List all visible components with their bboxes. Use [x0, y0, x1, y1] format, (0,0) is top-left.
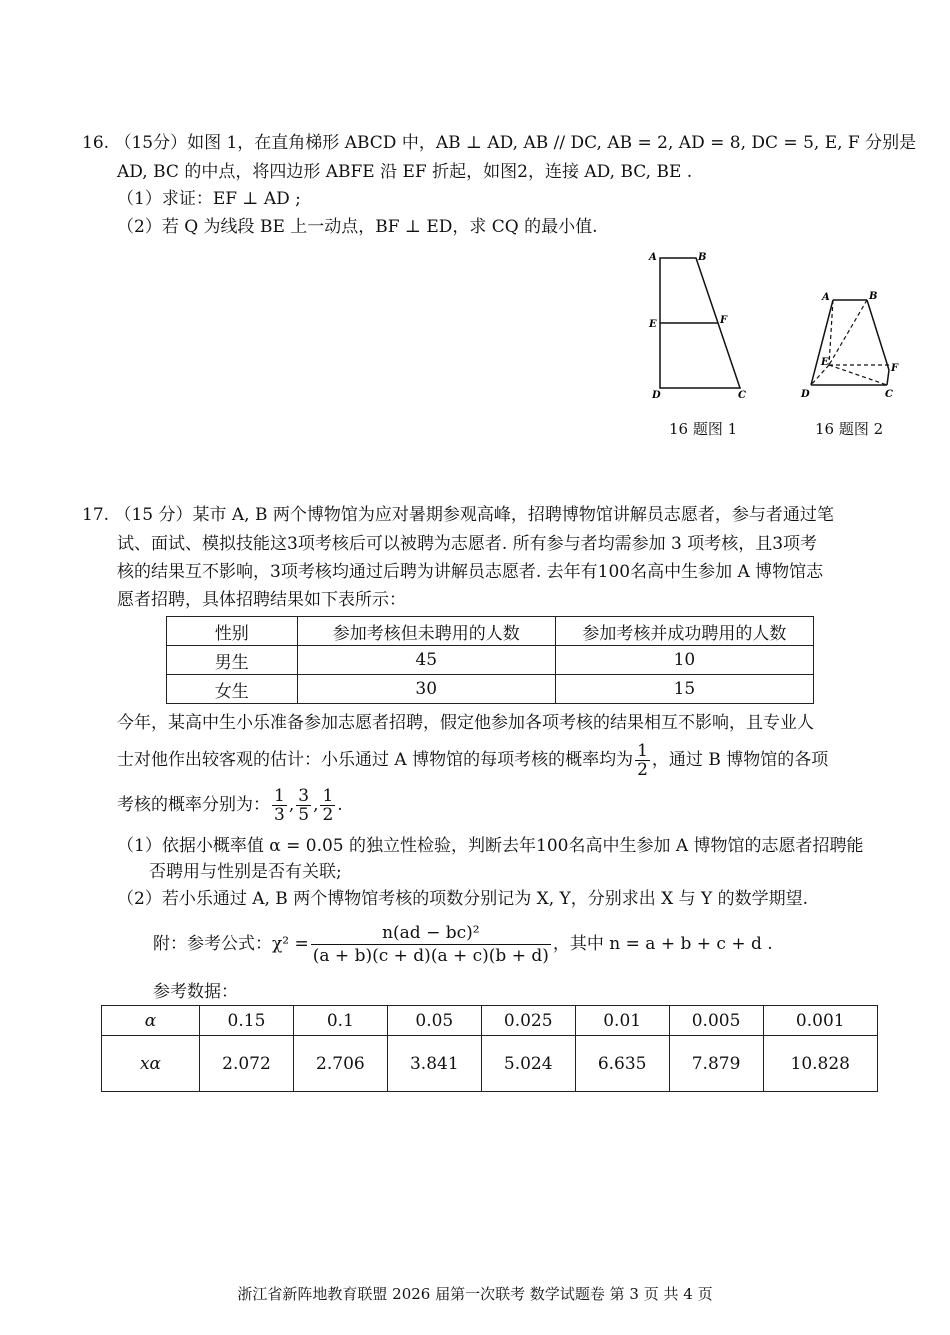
q17-para-line2-text: 士对他作出较客观的估计：小乐通过 A 博物馆的每项考核的概率均为: [117, 750, 634, 770]
fig2-label-e: E: [821, 357, 829, 368]
q17-part1-line1: （1）依据小概率值 α = 0.05 的独立性检验，判断去年100名高中生参加 A 博物馆的志愿者招聘能: [117, 836, 864, 856]
q17-para-line2: [117, 740, 828, 780]
q17-para-line2-tail: ，通过 B 博物馆的各项: [651, 750, 829, 770]
table-row: [167, 617, 814, 646]
fig1-label-d: D: [652, 390, 661, 401]
formula-numerator: n(ad − bc)²: [311, 922, 551, 945]
table-cell: 10.828: [763, 1036, 877, 1092]
x-alpha-label-cell: xα: [102, 1036, 200, 1092]
table-cell: 女生: [167, 675, 298, 704]
q17-reference-label: 参考数据：: [153, 982, 238, 1002]
fraction-numerator: 3: [298, 786, 310, 806]
fraction-prob-2: [296, 787, 311, 824]
table-cell: 2.072: [200, 1036, 294, 1092]
q17-part2: （2）若小乐通过 A, B 两个博物馆考核的项数分别记为 X, Y，分别求出 X 与 Y 的数学期望.: [117, 889, 809, 909]
table-cell: 0.005: [669, 1006, 763, 1036]
table-cell: 45: [297, 646, 555, 675]
q17-stem-line3: 核的结果互不影响，3项考核均通过后聘为讲解员志愿者. 去年有100名高中生参加 A 博物馆志: [117, 562, 824, 582]
table-row: [167, 646, 814, 675]
q17-stem-line4: 愿者招聘，具体招聘结果如下表所示：: [117, 590, 406, 610]
q17-para-line1: 今年，某高中生小乐准备参加志愿者招聘，假定他参加各项考核的结果相互不影响，且专业人: [117, 713, 814, 733]
table-cell: 6.635: [575, 1036, 669, 1092]
fraction-one-half: [635, 742, 650, 779]
table-cell: 7.879: [669, 1036, 763, 1092]
table-cell: 0.1: [293, 1006, 387, 1036]
fraction-numerator: 1: [274, 786, 285, 806]
q16-figure2: [795, 285, 915, 405]
table-cell: 2.706: [293, 1036, 387, 1092]
table-cell: 5.024: [481, 1036, 575, 1092]
fraction-denominator: 2: [637, 760, 648, 780]
fig2-label-d: D: [801, 389, 810, 400]
fraction-numerator: 1: [637, 741, 648, 761]
q17-critical-values-table: [101, 1005, 878, 1092]
fig1-label-b: B: [698, 252, 707, 263]
table-cell: 15: [555, 675, 813, 704]
table-cell: 男生: [167, 646, 298, 675]
q17-results-table: [166, 616, 814, 704]
table-row: [102, 1036, 878, 1092]
fig2-edge-be-dashed: [829, 300, 867, 365]
table-header-cell: 参加考核并成功聘用的人数: [555, 617, 813, 646]
table-cell: 30: [297, 675, 555, 704]
fig1-label-f: F: [720, 315, 728, 326]
table-header-cell: 性别: [167, 617, 298, 646]
fraction-denominator: 3: [274, 805, 285, 825]
q16-part2: （2）若 Q 为线段 BE 上一动点，BF ⊥ ED，求 CQ 的最小值.: [117, 217, 598, 237]
fig2-edge-fc: [887, 370, 889, 385]
formula-suffix: ，其中 n = a + b + c + d .: [552, 934, 773, 954]
fig2-edge-bf: [867, 300, 889, 370]
table-cell: 0.001: [763, 1006, 877, 1036]
fraction-numerator: 1: [322, 786, 334, 806]
q17-stem-line1: 17. （15 分）某市 A, B 两个博物馆为应对暑期参观高峰，招聘博物馆讲解员志愿者，参与者通过笔: [82, 505, 834, 525]
q17-para-line3: 考核的概率分别为： $\frac{1}{3}$ , $\frac{3}{5}$ , $\frac{1}{2}$ .: [117, 786, 343, 825]
q16-stem-line1: 16. （15分）如图 1，在直角梯形 ABCD 中，AB ⊥ AD, AB // DC, AB = 2, AD = 8, DC = 5, E, F 分别是: [82, 133, 917, 153]
q16-part1: （1）求证：EF ⊥ AD ;: [117, 189, 301, 209]
fig2-label-a: A: [822, 292, 830, 303]
table-cell: 10: [555, 646, 813, 675]
fig1-label-e: E: [649, 319, 657, 330]
fig2-label-b: B: [869, 291, 878, 302]
q16-figure1-caption: 16 题图 1: [669, 420, 738, 438]
fraction-denominator: 2: [322, 805, 334, 825]
fig2-edge-ec-dashed: [829, 365, 887, 385]
fig1-label-c: C: [738, 390, 746, 401]
table-cell: 0.05: [387, 1006, 481, 1036]
fraction-prob-3: [320, 787, 335, 824]
page-footer: 浙江省新阵地教育联盟 2026 届第一次联考 数学试题卷 第 3 页 共 4 页: [237, 1285, 713, 1303]
q16-figure1: [640, 248, 760, 408]
table-row: [167, 675, 814, 704]
table-header-cell: 参加考核但未聘用的人数: [297, 617, 555, 646]
fig2-label-f: F: [891, 363, 899, 374]
fraction-prob-1: [272, 787, 287, 824]
fig1-label-a: A: [649, 252, 657, 263]
formula-denominator: (a + b)(c + d)(a + c)(b + d): [312, 946, 549, 966]
table-cell: 0.025: [481, 1006, 575, 1036]
formula-fraction: [311, 922, 551, 967]
fig2-label-c: C: [885, 389, 893, 400]
q16-figure2-caption: 16 题图 2: [815, 420, 884, 438]
fraction-denominator: 5: [298, 805, 310, 825]
alpha-label-cell: α: [102, 1006, 200, 1036]
table-row: [102, 1006, 878, 1036]
q17-formula: [153, 922, 773, 967]
table-cell: 3.841: [387, 1036, 481, 1092]
q17-part1-line2: 否聘用与性别是否有关联;: [149, 862, 342, 882]
formula-prefix: 附：参考公式：χ² =: [153, 934, 309, 954]
table-cell: 0.01: [575, 1006, 669, 1036]
q17-para-line3-text: 考核的概率分别为：: [117, 795, 270, 815]
q17-stem-line2: 试、面试、模拟技能这3项考核后可以被聘为志愿者. 所有参与者均需参加 3 项考核，且3项考: [117, 534, 818, 554]
q16-stem-line2: AD, BC 的中点，将四边形 ABFE 沿 EF 折起，如图2，连接 AD, BC, BE .: [117, 162, 693, 182]
table-cell: 0.15: [200, 1006, 294, 1036]
